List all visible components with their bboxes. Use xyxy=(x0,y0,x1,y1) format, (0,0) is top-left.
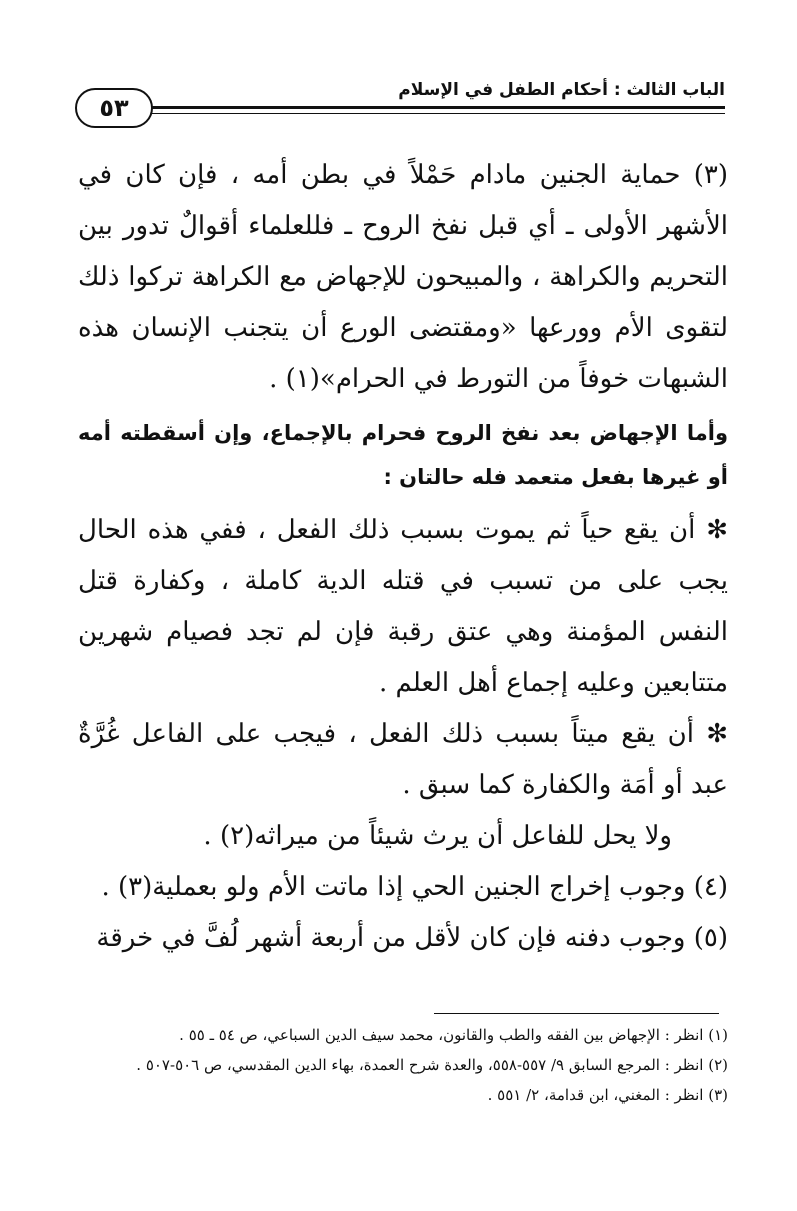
main-text xyxy=(78,150,728,964)
paragraph-burial: (٥) وجوب دفنه فإن كان لأقل من أربعة أشهر لُفَّ في خرقة xyxy=(96,923,728,953)
header-rule-thick xyxy=(145,106,725,109)
paragraph-case-born-alive: ✻ أن يقع حياً ثم يموت بسبب ذلك الفعل ، ففي هذه الحال يجب على من تسبب في قتله الدية كاملة ، وكفارة قتل النفس المؤمنة وهي عتق رقبة فإن لم تجد فصيام شهرين متتابعين وعليه إجماع أهل العلم . xyxy=(78,515,729,698)
footnote-1: (١) انظر : الإجهاض بين الفقه والطب والقانون، محمد سيف الدين السباعي، ص ٥٤ ـ ٥٥ . xyxy=(179,1026,728,1044)
page-number-badge: ٥٣ xyxy=(75,88,153,128)
footnote-2: (٢) انظر : المرجع السابق ٩/ ٥٥٧-٥٥٨، والعدة شرح العمدة، بهاء الدين المقدسي، ص ٥٠٦-٥٠٧ . xyxy=(136,1056,728,1074)
footnote-separator xyxy=(434,1013,719,1014)
running-title: الباب الثالث : أحكام الطفل في الإسلام xyxy=(398,80,725,100)
paragraph-extracting-living-fetus: (٤) وجوب إخراج الجنين الحي إذا ماتت الأم ولو بعملية(٣) . xyxy=(101,872,728,902)
paragraph-abortion-after-soul: وأما الإجهاض بعد نفخ الروح فحرام بالإجماع، وإن أسقطته أمه أو غيرها بفعل متعمد فله حالتان : xyxy=(78,421,728,489)
paragraph-no-inheritance: ولا يحل للفاعل أن يرث شيئاً من ميراثه(٢) . xyxy=(203,821,672,851)
header-rule-thin xyxy=(145,113,725,114)
paragraph-case-born-dead: ✻ أن يقع ميتاً بسبب ذلك الفعل ، فيجب على الفاعل غُرَّةٌ عبد أو أمَة والكفارة كما سبق . xyxy=(78,719,728,800)
footnote-3: (٣) انظر : المغني، ابن قدامة، ٢/ ٥٥١ . xyxy=(487,1086,728,1104)
page-header xyxy=(75,78,725,128)
footnotes xyxy=(78,1020,728,1110)
paragraph-protection-of-fetus: (٣) حماية الجنين مادام حَمْلاً في بطن أمه ، فإن كان في الأشهر الأولى ـ أي قبل نفخ الروح ـ فللعلماء أقوالٌ تدور بين التحريم والكراهة ، والمبيحون للإجهاض مع الكراهة تركوا ذلك لتقوى الأم وورعها «ومقتضى الورع أن يتجنب الإنسان هذه الشبهات خوفاً من التورط في الحرام»(١) . xyxy=(78,160,728,394)
